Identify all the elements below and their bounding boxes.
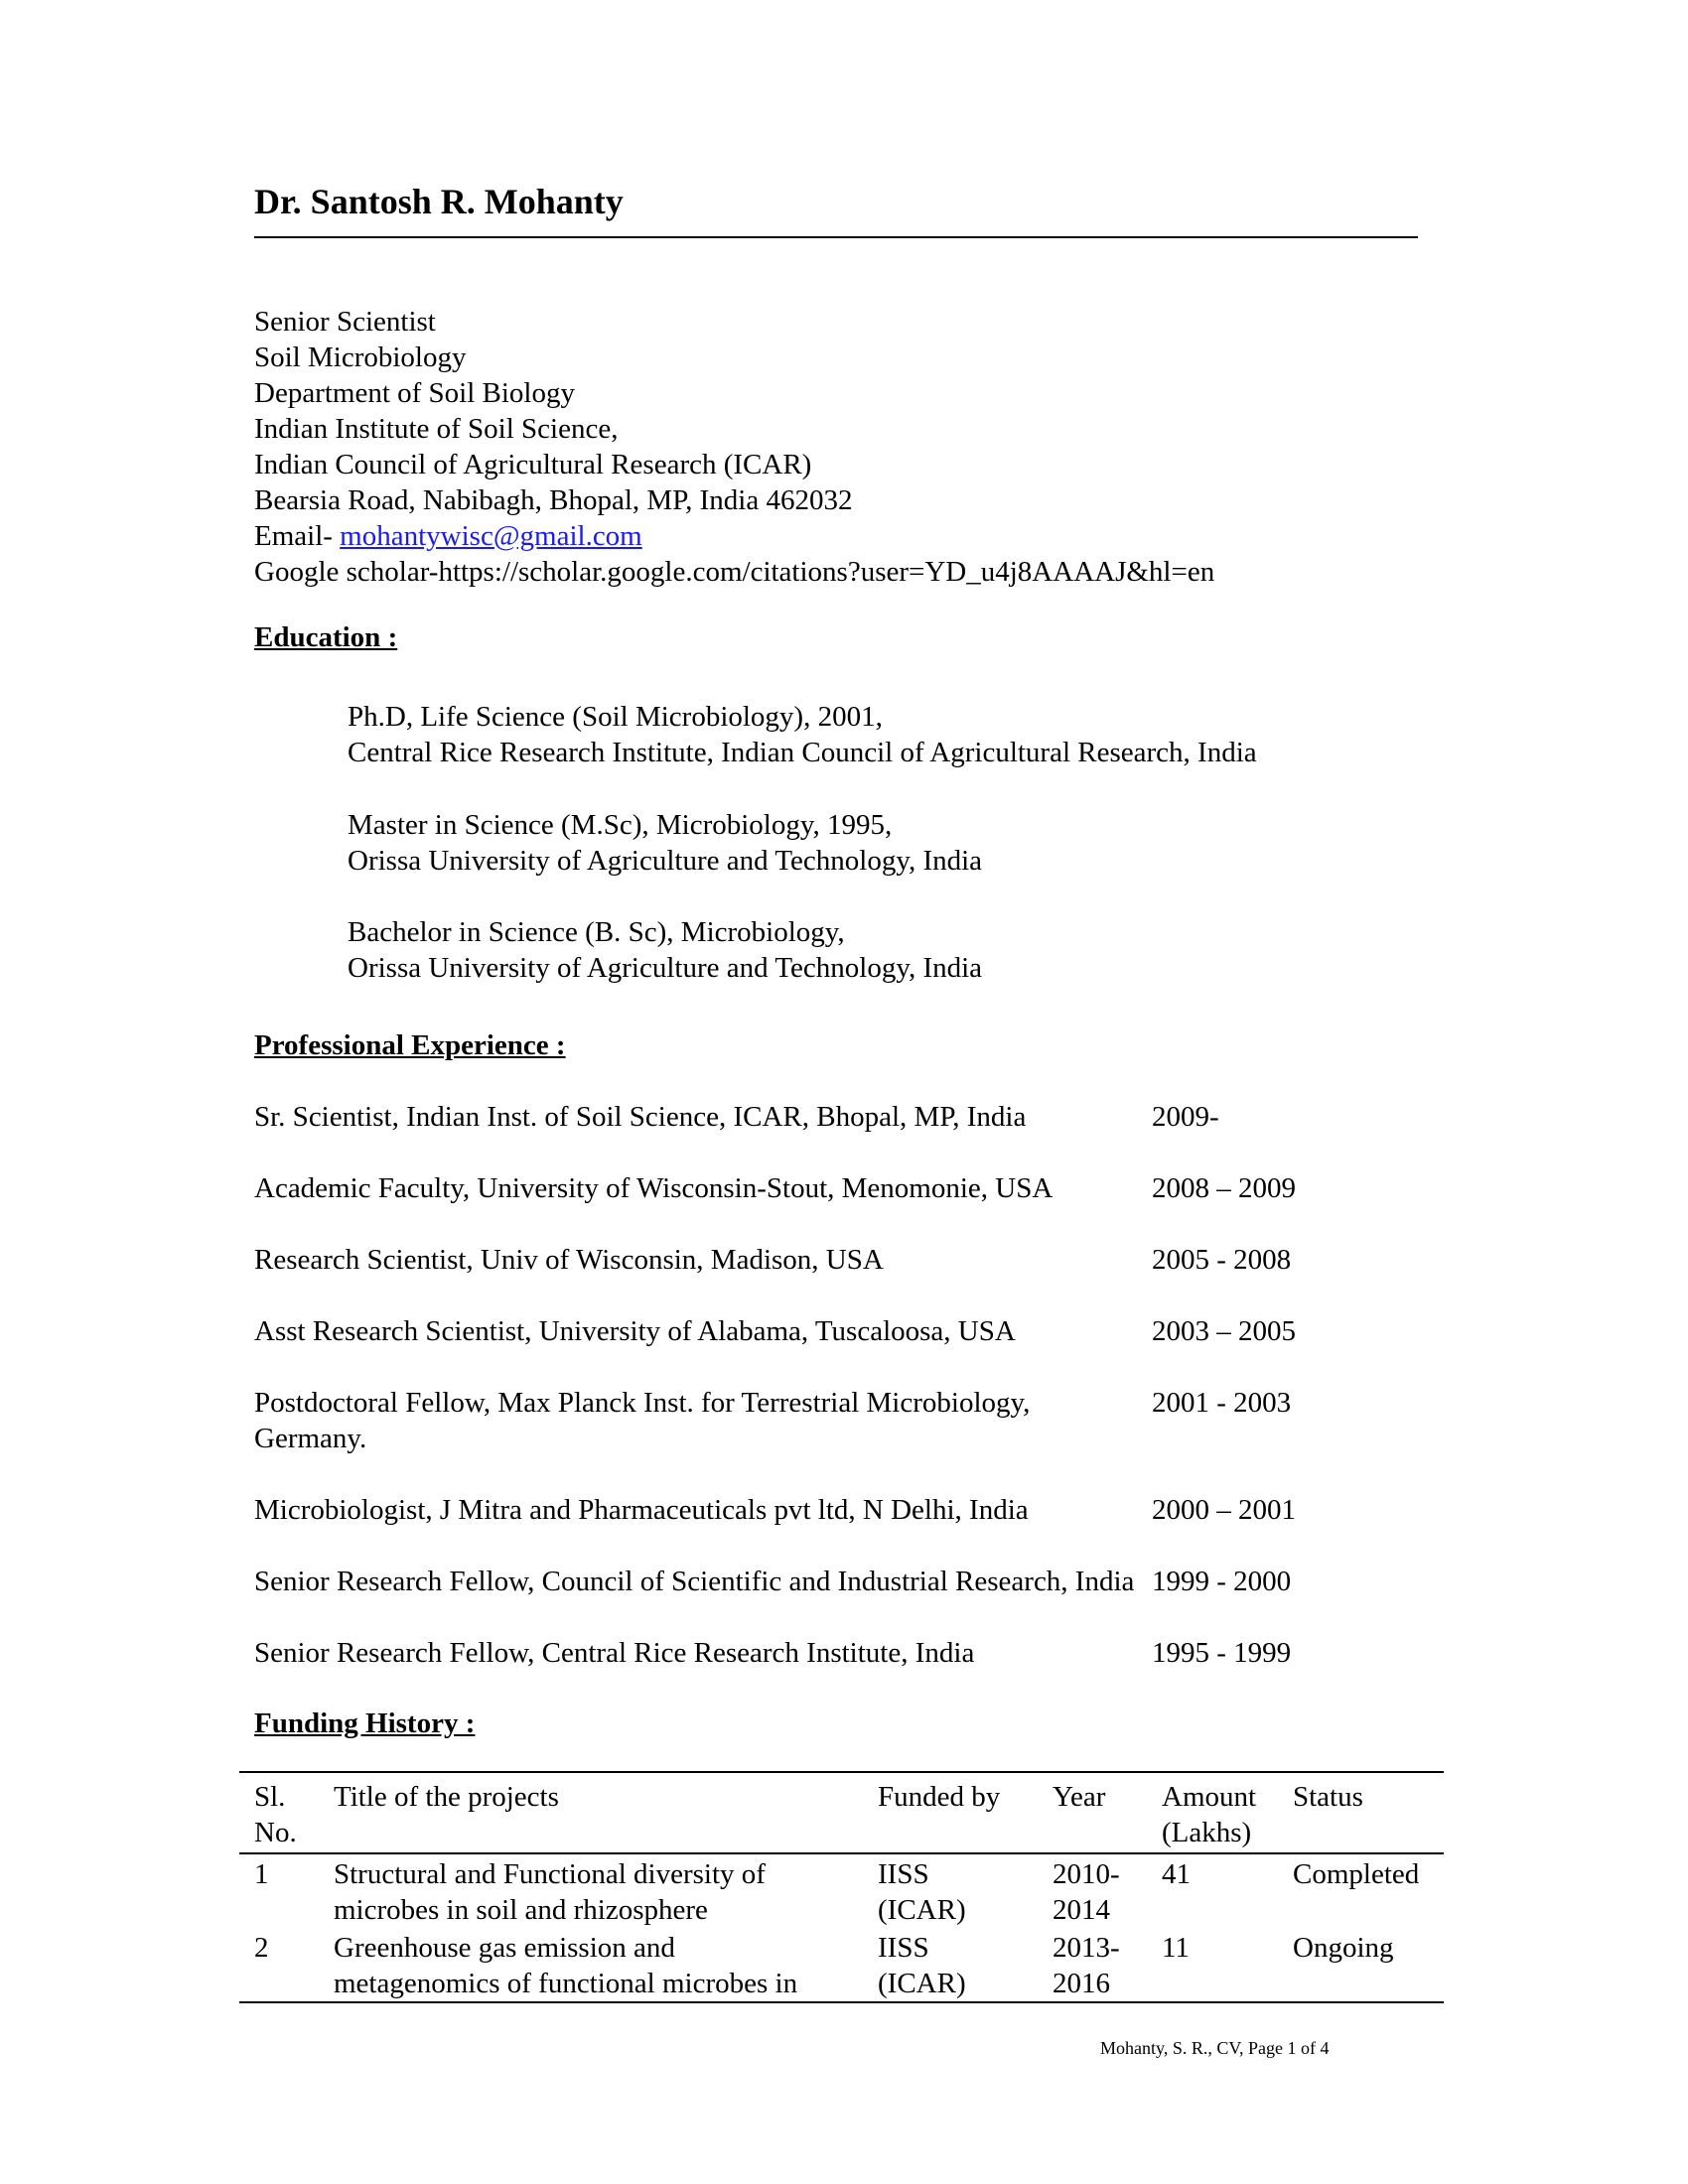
experience-period: 2008 – 2009 <box>1152 1172 1296 1204</box>
education-institution: Orissa University of Agriculture and Technology, India <box>348 952 983 984</box>
institute: Indian Institute of Soil Science, <box>254 413 619 445</box>
experience-role: Academic Faculty, University of Wisconsin-Stout, Menomonie, USA <box>254 1172 1054 1204</box>
cell-status: Ongoing <box>1293 1932 1394 1964</box>
experience-period: 2003 – 2005 <box>1152 1315 1296 1347</box>
experience-role: Postdoctoral Fellow, Max Planck Inst. for Terrestrial Microbiology, Germany. <box>254 1387 1031 1454</box>
education-degree: Bachelor in Science (B. Sc), Microbiology, <box>348 916 845 948</box>
experience-role: Senior Research Fellow, Central Rice Research Institute, India <box>254 1637 975 1669</box>
experience-period: 2005 - 2008 <box>1152 1244 1292 1276</box>
education-degree: Ph.D, Life Science (Soil Microbiology), 2001, <box>348 701 883 733</box>
experience-role: Sr. Scientist, Indian Inst. of Soil Science, ICAR, Bhopal, MP, India <box>254 1101 1027 1133</box>
cell-amount: 41 <box>1162 1858 1191 1890</box>
cell-amount: 11 <box>1162 1932 1190 1964</box>
table-row <box>239 1928 1444 2002</box>
address: Bearsia Road, Nabibagh, Bhopal, MP, India 462032 <box>254 484 853 516</box>
experience-period: 1999 - 2000 <box>1152 1566 1292 1597</box>
education-item <box>348 807 982 879</box>
education-heading: Education : <box>254 621 398 653</box>
column-header-year: Year <box>1053 1781 1106 1813</box>
column-header-title: Title of the projects <box>334 1781 559 1813</box>
experience-period: 2009- <box>1152 1101 1219 1133</box>
cell-status: Completed <box>1293 1858 1420 1890</box>
education-item <box>348 914 982 986</box>
experience-role: Senior Research Fellow, Council of Scientific and Industrial Research, India <box>254 1566 1135 1597</box>
cell-funded-by: IISS (ICAR) <box>878 1932 966 1999</box>
table-row <box>239 1853 1444 1928</box>
cell-funded-by: IISS (ICAR) <box>878 1858 966 1926</box>
education-institution: Orissa University of Agriculture and Technology, India <box>348 845 983 877</box>
contact-block <box>254 304 1214 590</box>
education-degree: Master in Science (M.Sc), Microbiology, 1995, <box>348 809 893 841</box>
education-institution: Central Rice Research Institute, Indian Council of Agricultural Research, India <box>348 737 1257 768</box>
experience-period: 1995 - 1999 <box>1152 1637 1292 1669</box>
author-name: Dr. Santosh R. Mohanty <box>254 182 624 221</box>
column-header-amount: Amount (Lakhs) <box>1162 1781 1257 1848</box>
email-line <box>254 518 1214 554</box>
scholar-line: Google scholar-https://scholar.google.com/citations?user=YD_u4j8AAAAJ&hl=en <box>254 556 1215 588</box>
funding-heading: Funding History : <box>254 1707 476 1739</box>
experience-period: 2001 - 2003 <box>1152 1387 1292 1419</box>
experience-role: Asst Research Scientist, University of Alabama, Tuscaloosa, USA <box>254 1315 1016 1347</box>
cell-year: 2013- 2016 <box>1053 1932 1120 1999</box>
cell-title: Greenhouse gas emission and metagenomics of functional microbes in <box>334 1932 798 1999</box>
table-header-row <box>239 1772 1444 1853</box>
column-header-funded-by: Funded by <box>878 1781 1001 1813</box>
experience-period: 2000 – 2001 <box>1152 1494 1296 1526</box>
column-header-status: Status <box>1293 1781 1363 1813</box>
experience-role: Microbiologist, J Mitra and Pharmaceuticals pvt ltd, N Delhi, India <box>254 1494 1029 1526</box>
cell-sl: 2 <box>254 1932 269 1964</box>
column-header-sl: Sl. No. <box>254 1781 297 1848</box>
education-item <box>348 699 1257 770</box>
cell-year: 2010- 2014 <box>1053 1858 1120 1926</box>
cell-sl: 1 <box>254 1858 269 1890</box>
page-footer: Mohanty, S. R., CV, Page 1 of 4 <box>1100 2038 1330 2058</box>
experience-heading: Professional Experience : <box>254 1029 566 1061</box>
email-label: Email- <box>254 520 341 552</box>
job-title: Senior Scientist <box>254 306 436 338</box>
department: Department of Soil Biology <box>254 377 575 409</box>
council: Indian Council of Agricultural Research (ICAR) <box>254 449 812 480</box>
division: Soil Microbiology <box>254 341 467 373</box>
cell-title: Structural and Functional diversity of microbes in soil and rhizosphere <box>334 1858 766 1926</box>
title-rule <box>254 236 1418 238</box>
funding-table <box>239 1771 1444 2003</box>
experience-role: Research Scientist, Univ of Wisconsin, Madison, USA <box>254 1244 884 1276</box>
email-link[interactable]: mohantywisc@gmail.com <box>340 520 642 552</box>
